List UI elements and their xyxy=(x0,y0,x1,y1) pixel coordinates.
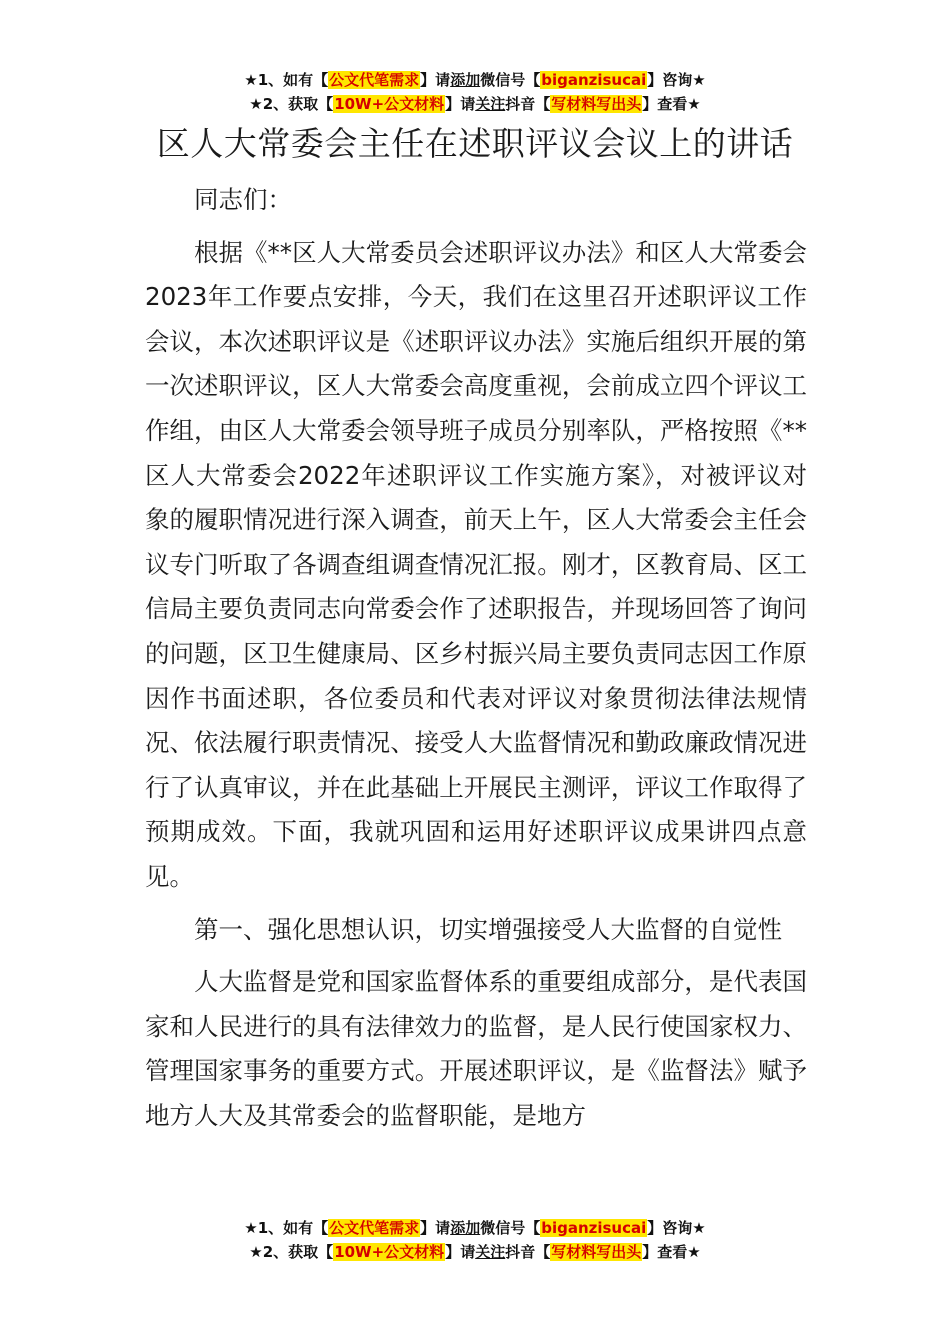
banner-highlight-materials: 10W+公文材料 xyxy=(334,1243,445,1261)
header-banner xyxy=(0,68,950,116)
footer-banner xyxy=(0,1216,950,1264)
banner-text: ★1、如有【 xyxy=(244,71,329,89)
banner-text: 】请 xyxy=(445,95,476,113)
banner-text: 】查看★ xyxy=(642,95,701,113)
banner-text: 】请 xyxy=(445,1243,476,1261)
banner-highlight-materials: 10W+公文材料 xyxy=(334,95,445,113)
banner-text: 抖音【 xyxy=(505,1243,551,1261)
document-body xyxy=(145,178,807,1138)
banner-text: 微信号【 xyxy=(480,1219,541,1237)
body-paragraph: 根据《**区人大常委员会述职评议办法》和区人大常委会2023年工作要点安排，今天，我们在这里召开述职评议工作会议，本次述职评议是《述职评议办法》实施后组织开展的第一次述职评议，区人大常委会高度重视，会前成立四个评议工作组，由区人大常委会领导班子成员分别率队，严格按照《**区人大常委会2022年述职评议工作实施方案》，对被评议对象的履职情况进行深入调查，前天上午，区人大常委会主任会议专门听取了各调查组调查情况汇报。刚才，区教育局、区工信局主要负责同志向常委会作了述职报告，并现场回答了询问的问题，区卫生健康局、区乡村振兴局主要负责同志因工作原因作书面述职，各位委员和代表对评议对象贯彻法律法规情况、依法履行职责情况、接受人大监督情况和勤政廉政情况进行了认真审议，并在此基础上开展民主测评，评议工作取得了预期成效。下面，我就巩固和运用好述职评议成果讲四点意见。 xyxy=(145,237,807,891)
banner-text: 】咨询★ xyxy=(647,71,706,89)
banner-text: ★2、获取【 xyxy=(249,95,334,113)
banner-emphasis-add: 添加 xyxy=(450,71,481,89)
banner-highlight-service: 公文代笔需求 xyxy=(329,1219,420,1237)
banner-highlight-douyin-account: 写材料写出头 xyxy=(551,95,642,113)
section-heading: 第一、强化思想认识，切实增强接受人大监督的自觉性 xyxy=(194,914,782,944)
banner-text: 抖音【 xyxy=(505,95,551,113)
banner-text: 微信号【 xyxy=(480,71,541,89)
document-title: 区人大常委会主任在述职评议会议上的讲话 xyxy=(156,124,794,163)
banner-highlight-douyin-account: 写材料写出头 xyxy=(551,1243,642,1261)
banner-line-1 xyxy=(0,68,950,92)
banner-highlight-service: 公文代笔需求 xyxy=(329,71,420,89)
banner-highlight-wechat-id: biganzisucai xyxy=(541,71,647,89)
banner-emphasis-add: 添加 xyxy=(450,1219,481,1237)
salutation: 同志们： xyxy=(194,185,292,214)
banner-line-1 xyxy=(0,1216,950,1240)
banner-text: ★2、获取【 xyxy=(249,1243,334,1261)
banner-text: 】请 xyxy=(420,71,451,89)
banner-text: 】查看★ xyxy=(642,1243,701,1261)
banner-line-2 xyxy=(0,92,950,116)
body-paragraph: 人大监督是党和国家监督体系的重要组成部分，是代表国家和人民进行的具有法律效力的监督，是人民行使国家权力、管理国家事务的重要方式。开展述职评议，是《监督法》赋予地方人大及其常委会的监督职能，是地方 xyxy=(145,967,807,1130)
banner-text: 】咨询★ xyxy=(647,1219,706,1237)
banner-text: ★1、如有【 xyxy=(244,1219,329,1237)
banner-emphasis-follow: 关注 xyxy=(475,95,506,113)
banner-emphasis-follow: 关注 xyxy=(475,1243,506,1261)
banner-line-2 xyxy=(0,1240,950,1264)
banner-text: 】请 xyxy=(420,1219,451,1237)
banner-highlight-wechat-id: biganzisucai xyxy=(541,1219,647,1237)
